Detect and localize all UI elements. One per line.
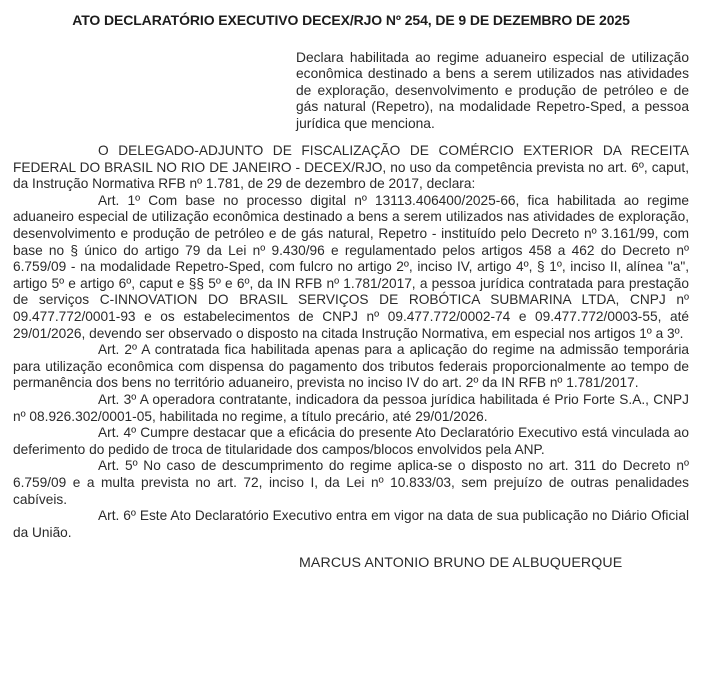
preamble-paragraph: O DELEGADO-ADJUNTO DE FISCALIZAÇÃO DE COMÉRCIO EXTERIOR DA RECEITA FEDERAL DO BRASIL NO RIO DE JANEIRO - DECEX/RJO, no uso da competência prevista no art. 6º, caput, da Instrução Normativa RFB nº 1.781, de 29 de dezembro de 2017, declara: xyxy=(13,143,689,192)
article-5-paragraph: Art. 5º No caso de descumprimento do regime aplica-se o disposto no art. 311 do Decreto nº 6.759/09 e a multa prevista no art. 72, inciso I, da Lei nº 10.833/03, sem prejuízo de outras penalidades cabíveis. xyxy=(13,458,689,507)
document-title: ATO DECLARATÓRIO EXECUTIVO DECEX/RJO Nº 254, DE 9 DE DEZEMBRO DE 2025 xyxy=(72,12,630,28)
signature-name: MARCUS ANTONIO BRUNO DE ALBUQUERQUE xyxy=(299,555,623,572)
article-1-paragraph: Art. 1º Com base no processo digital nº 13113.406400/2025-66, fica habilitada ao regime aduaneiro especial de utilização econômica destinado a bens a serem utilizados nas atividades de exploração, desenvolvimento e produção de petróleo e de gás natural, Repetro - instituído pelo Decreto nº 3.161/99, com base no § único do artigo 79 da Lei nº 9.430/96 e regulamentado pelos artigos 458 a 462 do Decreto nº 6.759/09 - na modalidade Repetro-Sped, com fulcro no artigo 2º, inciso IV, artigo 4º, § 1º, inciso II, alínea "a", artigo 5º e artigo 6º, caput e §§ 5º e 6º, da IN RFB nº 1.781/2017, a pessoa jurídica contratada para prestação de serviços C-INNOVATION DO BRASIL SERVIÇOS DE ROBÓTICA SUBMARINA LTDA, CNPJ nº 09.477.772/0001-93 e os estabelecimentos de CNPJ nº 09.477.772/0002-74 e 09.477.772/0003-55, até 29/01/2026, devendo ser observado o disposto na citada Instrução Normativa, em especial nos artigos 1º a 3º. xyxy=(13,192,689,341)
article-4-paragraph: Art. 4º Cumpre destacar que a eficácia do presente Ato Declaratório Executivo está vinculada ao deferimento do pedido de troca de titularidade dos campos/blocos envolvidos pela ANP. xyxy=(13,425,689,457)
article-3-paragraph: Art. 3º A operadora contratante, indicadora da pessoa jurídica habilitada é Prio Forte S.A., CNPJ nº 08.926.302/0001-05, habilitada no regime, a título precário, até 29/01/2026. xyxy=(13,391,689,424)
document-body xyxy=(13,143,689,541)
article-6-paragraph: Art. 6º Este Ato Declaratório Executivo entra em vigor na data de sua publicação no Diário Oficial da União. xyxy=(13,508,689,540)
article-2-paragraph: Art. 2º A contratada fica habilitada apenas para a aplicação do regime na admissão temporária para utilização econômica com dispensa do pagamento dos tributos federais proporcionalmente ao tempo de permanência dos bens no território aduaneiro, prevista no inciso IV do art. 2º da IN RFB nº 1.781/2017. xyxy=(13,342,689,391)
summary-paragraph: Declara habilitada ao regime aduaneiro especial de utilização econômica destinado a bens a serem utilizados nas atividades de exploração, desenvolvimento e produção de petróleo e de gás natural (Repetro), na modalidade Repetro-Sped, a pessoa jurídica que menciona. xyxy=(296,50,689,131)
